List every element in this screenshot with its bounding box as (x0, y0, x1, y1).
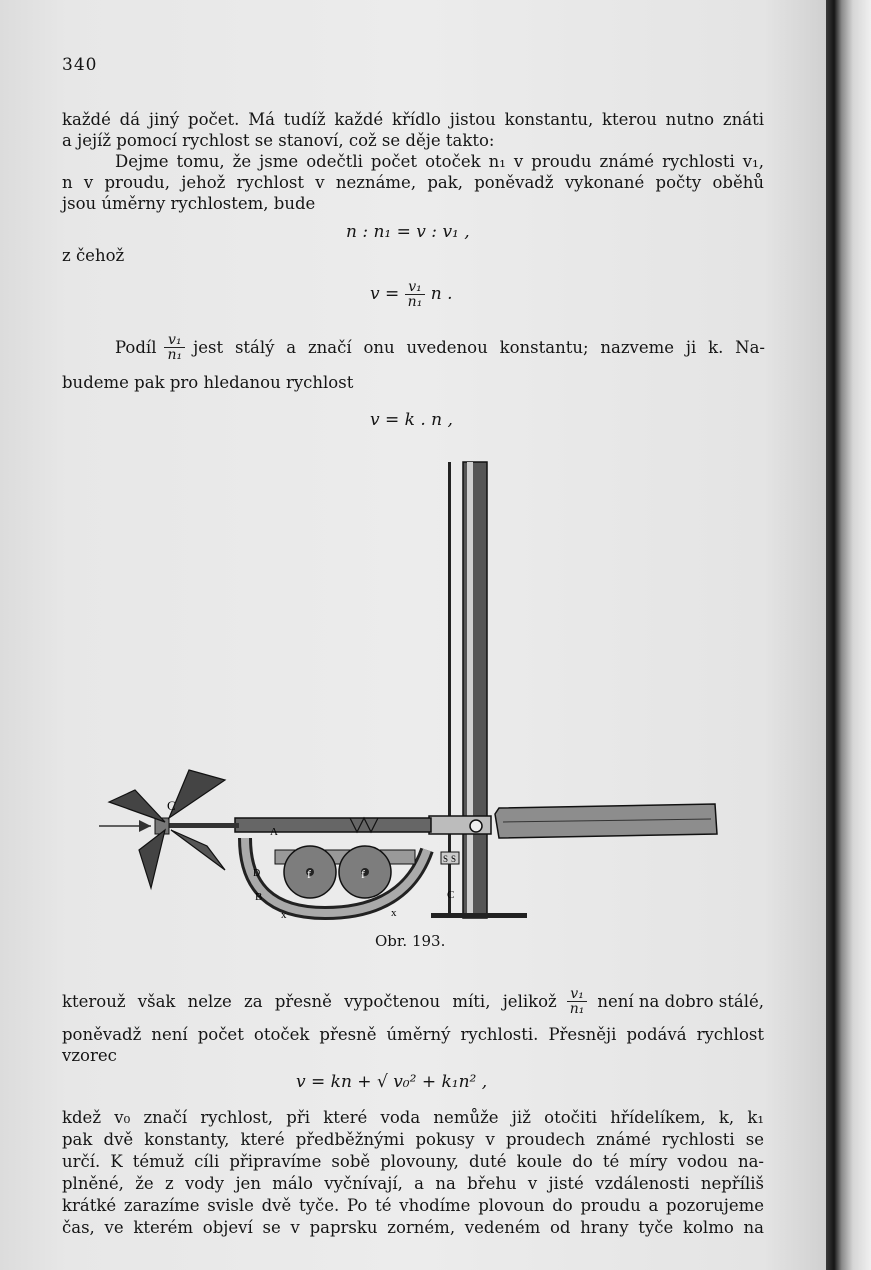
text-line: jsou úměrny rychlostem, bude (62, 194, 316, 213)
fraction-denominator: n₁ (167, 347, 183, 363)
page-number: 340 (62, 55, 98, 75)
text-line: Dejme tomu, že jsme odečtli počet otoček n₁ v proudu známé rychlosti v₁, (115, 152, 764, 171)
text-line: plněné, že z vody jen málo vyčnívají, a na břehu v jisté vzdálenosti nepříliš (62, 1174, 764, 1193)
label-x-left: x (281, 909, 287, 921)
book-spine (826, 0, 871, 1270)
text-line: budeme pak pro hledanou rychlost (62, 373, 354, 392)
text-line: krátké zarazíme svisle dvě tyče. Po té vhodíme plovoun do proudu a pozorujeme (62, 1196, 764, 1215)
text-line: z čehož (62, 246, 125, 265)
text-line: a jejíž pomocí rychlost se stanoví, což se děje takto: (62, 131, 495, 150)
label-c: C (167, 798, 176, 813)
fraction-denominator: n₁ (569, 1001, 585, 1017)
label-f-right: f (361, 867, 365, 881)
fraction-numerator: v₁ (567, 987, 588, 1002)
blade-top-left (109, 790, 165, 822)
fraction (164, 333, 185, 362)
label-d: D (253, 868, 261, 879)
text-line: kdež v₀ značí rychlost, při které voda nemůže již otočiti hřídelíkem, k, k₁ (62, 1108, 764, 1127)
text-line-podil (115, 333, 765, 362)
thin-rod (448, 462, 451, 914)
pole-base (431, 913, 527, 918)
eq-left: v = (370, 284, 400, 304)
label-c-bottom: C (447, 889, 455, 901)
text-line: určí. K témuž cíli připravíme sobě plovouny, duté koule do té míry vodou na- (62, 1152, 764, 1171)
fraction-denominator: n₁ (407, 294, 423, 310)
axle-housing (235, 818, 431, 832)
kterouz-start: kterouž však nelze za přesně vypočtenou míti, jelikož (62, 991, 557, 1011)
main-pole (463, 462, 487, 918)
text-line: čas, ve kterém objeví se v paprsku zorném, vedeném od hrany tyče kolmo na (62, 1218, 764, 1237)
figure-caption: Obr. 193. (375, 932, 446, 950)
label-x-right: x (391, 907, 397, 919)
equation-proportion: n : n₁ = v : v₁ , (346, 222, 470, 242)
collar-screw (470, 820, 482, 832)
text-line: každé dá jiný počet. Má tudíž každé křídlo jistou konstantu, kterou nutno znáti (62, 110, 764, 129)
text-line: pak dvě konstanty, které předběžnými pokusy v proudech známé rychlosti se (62, 1130, 764, 1149)
label-a: A (270, 826, 278, 838)
current-meter-figure (95, 458, 735, 928)
text-line-kterouz (62, 987, 764, 1016)
podil-start: Podíl (115, 337, 157, 357)
pole-highlight (467, 462, 473, 918)
equation-knot: v = k . n , (370, 410, 453, 430)
kterouz-end: není na dobro stálé, (597, 991, 764, 1011)
fraction (567, 987, 588, 1016)
fraction (405, 280, 426, 309)
equation-velocity: v = kn + √ v₀² + k₁n² , (296, 1072, 488, 1092)
label-b: B (255, 891, 263, 903)
blade-bottom-left (139, 830, 165, 888)
equation-ratio (370, 280, 452, 309)
label-s-left: S (443, 854, 449, 864)
text-line: poněvadž není počet otoček přesně úměrný rychlosti. Přesněji podává rychlost (62, 1025, 764, 1044)
label-s-right: S (451, 854, 457, 864)
podil-end: jest stálý a značí onu uvedenou konstantu; nazveme ji k. Na- (193, 337, 765, 357)
blade-bottom-right (171, 830, 225, 870)
eq-right: n . (430, 284, 453, 304)
flow-arrowhead (139, 820, 151, 832)
blade-top-right (169, 770, 225, 818)
text-line: vzorec (62, 1046, 117, 1065)
text-line: n v proudu, jehož rychlost v neznáme, pak, poněvadž vykonané počty oběhů (62, 173, 764, 192)
fraction-numerator: v₁ (164, 333, 185, 348)
fraction-numerator: v₁ (405, 280, 426, 295)
label-f-left: f (307, 867, 311, 881)
